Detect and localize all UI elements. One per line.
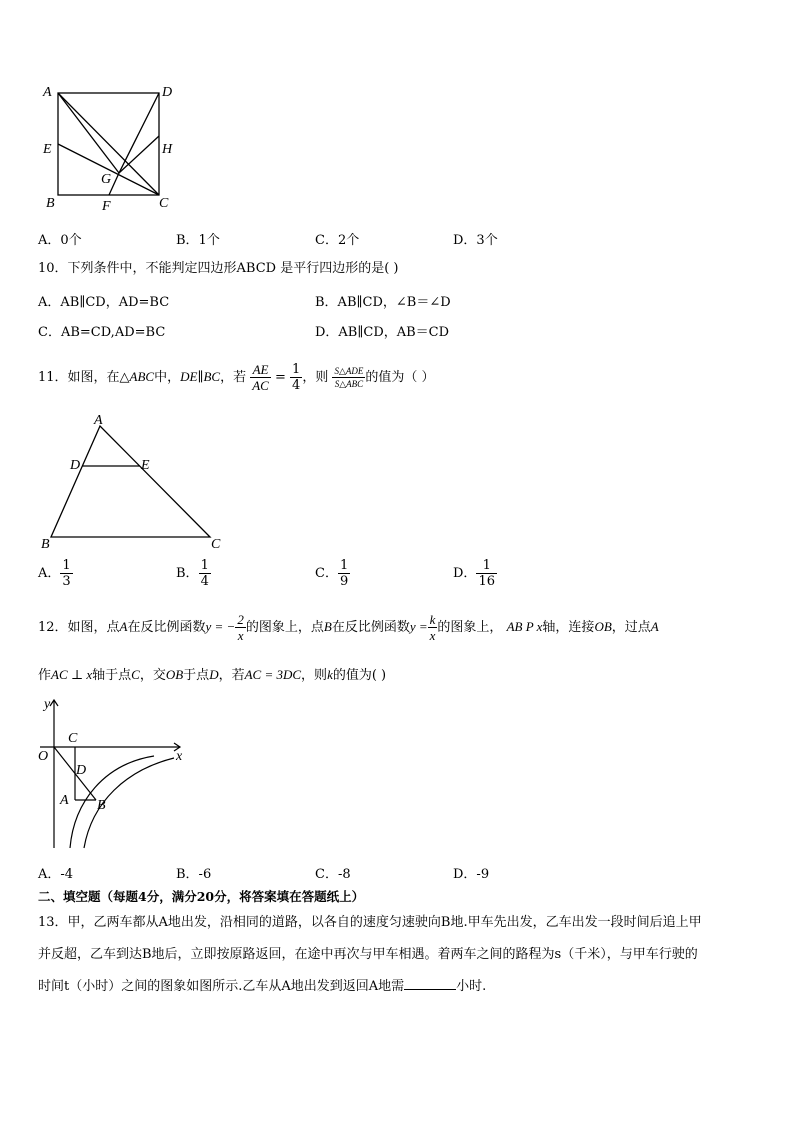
q13-answer-blank[interactable] — [404, 977, 456, 990]
q11-option-d[interactable]: D． $\frac{1}{16}$ — [453, 558, 495, 589]
q12-option-a[interactable]: A．-4 — [38, 867, 74, 882]
label-F: F — [102, 199, 111, 214]
q12-stem-line1: 12．如图，点A在反比例函数y = − $\frac{2}{x}$ 的图象上，点B在反比例函数y = $\frac{k}{x}$ 的图象上， AB P x轴，连接OB，过点A — [38, 612, 659, 643]
label-D: D — [70, 458, 81, 473]
label-G: G — [101, 172, 112, 187]
label-H: H — [162, 142, 173, 157]
q10-option-b[interactable]: B．AB∥CD，∠B＝∠D — [315, 295, 451, 310]
q9-option-c[interactable]: C．2个 — [315, 233, 360, 248]
q9-option-d[interactable]: D．3个 — [453, 233, 498, 248]
q11-option-c[interactable]: C． $\frac{1}{9}$ — [315, 558, 349, 589]
label-D: D — [76, 763, 87, 778]
label-x: x — [176, 749, 183, 764]
q10-option-c[interactable]: C．AB=CD,AD=BC — [38, 325, 166, 340]
label-E: E — [43, 142, 52, 157]
q13-line3: 时间t（小时）之间的图象如图所示.乙车从A地出发到返回A地需 小时. — [38, 979, 487, 994]
label-B: B — [97, 798, 106, 813]
label-B: B — [41, 537, 50, 552]
q11-fraction-ae-ac: $\frac{AE}{AC}$ — [252, 362, 269, 393]
q11-option-b[interactable]: B． $\frac{1}{4}$ — [176, 558, 209, 589]
label-A: A — [43, 85, 52, 100]
label-E: E — [141, 458, 150, 473]
q12-option-c[interactable]: C．-8 — [315, 867, 351, 882]
q12-option-d[interactable]: D．-9 — [453, 867, 490, 882]
triangle-abc — [51, 426, 210, 537]
label-A: A — [94, 413, 103, 428]
label-B: B — [46, 196, 55, 211]
q9-option-a[interactable]: A．0个 — [38, 233, 82, 248]
q10-stem: 10．下列条件中，不能判定四边形ABCD 是平行四边形的是( ) — [38, 261, 399, 276]
label-y: y — [44, 697, 51, 712]
label-D: D — [162, 85, 173, 100]
q9-option-b[interactable]: B．1个 — [176, 233, 220, 248]
q11-stem: 11．如图，在△ABC中，DE∥BC，若 $\frac{AE}{AC}$ = $\frac{1}{4}$ ，则 $\frac{\text{S△ADE}}{\text{S△ABC}}$ 的值为（ ） — [38, 362, 435, 393]
section-title-fill-in: 二、填空题（每题4分，满分20分，将答案填在答题纸上） — [38, 889, 365, 904]
figure-square — [38, 80, 188, 215]
label-C: C — [211, 537, 221, 552]
q12-fraction-k-over-x: $\frac{k}{x}$ — [429, 612, 436, 643]
q10-option-d[interactable]: D．AB∥CD，AB＝CD — [315, 325, 450, 340]
q11-fraction-one-fourth: $\frac{1}{4}$ — [292, 362, 301, 393]
q11-option-a[interactable]: A． $\frac{1}{3}$ — [38, 558, 71, 589]
q10-option-a[interactable]: A．AB∥CD，AD=BC — [38, 295, 170, 310]
label-A: A — [60, 793, 69, 808]
q13-line2: 并反超，乙车到达B地后，立即按原路返回，在途中再次与甲车相遇。着两车之间的路程为s（千米），与甲车行驶的 — [38, 947, 698, 962]
q11-fraction-area-ratio: $\frac{\text{S△ADE}}{\text{S△ABC}}$ — [334, 366, 364, 389]
q12-option-b[interactable]: B．-6 — [176, 867, 212, 882]
label-C: C — [159, 196, 169, 211]
q12-fraction-neg2-over-x: $\frac{2}{x}$ — [237, 612, 244, 643]
figure-triangle — [38, 412, 228, 552]
figure-hyperbola-axes — [34, 692, 194, 852]
q13-line1: 13．甲，乙两车都从A地出发，沿相同的道路，以各自的速度匀速驶向B地.甲车先出发，乙车出发一段时间后追上甲 — [38, 915, 702, 930]
label-C: C — [68, 731, 78, 746]
q12-stem-line2: 作AC ⊥ x轴于点C，交OB于点D，若AC = 3DC，则k的值为( ) — [38, 667, 387, 683]
label-O: O — [38, 749, 49, 764]
